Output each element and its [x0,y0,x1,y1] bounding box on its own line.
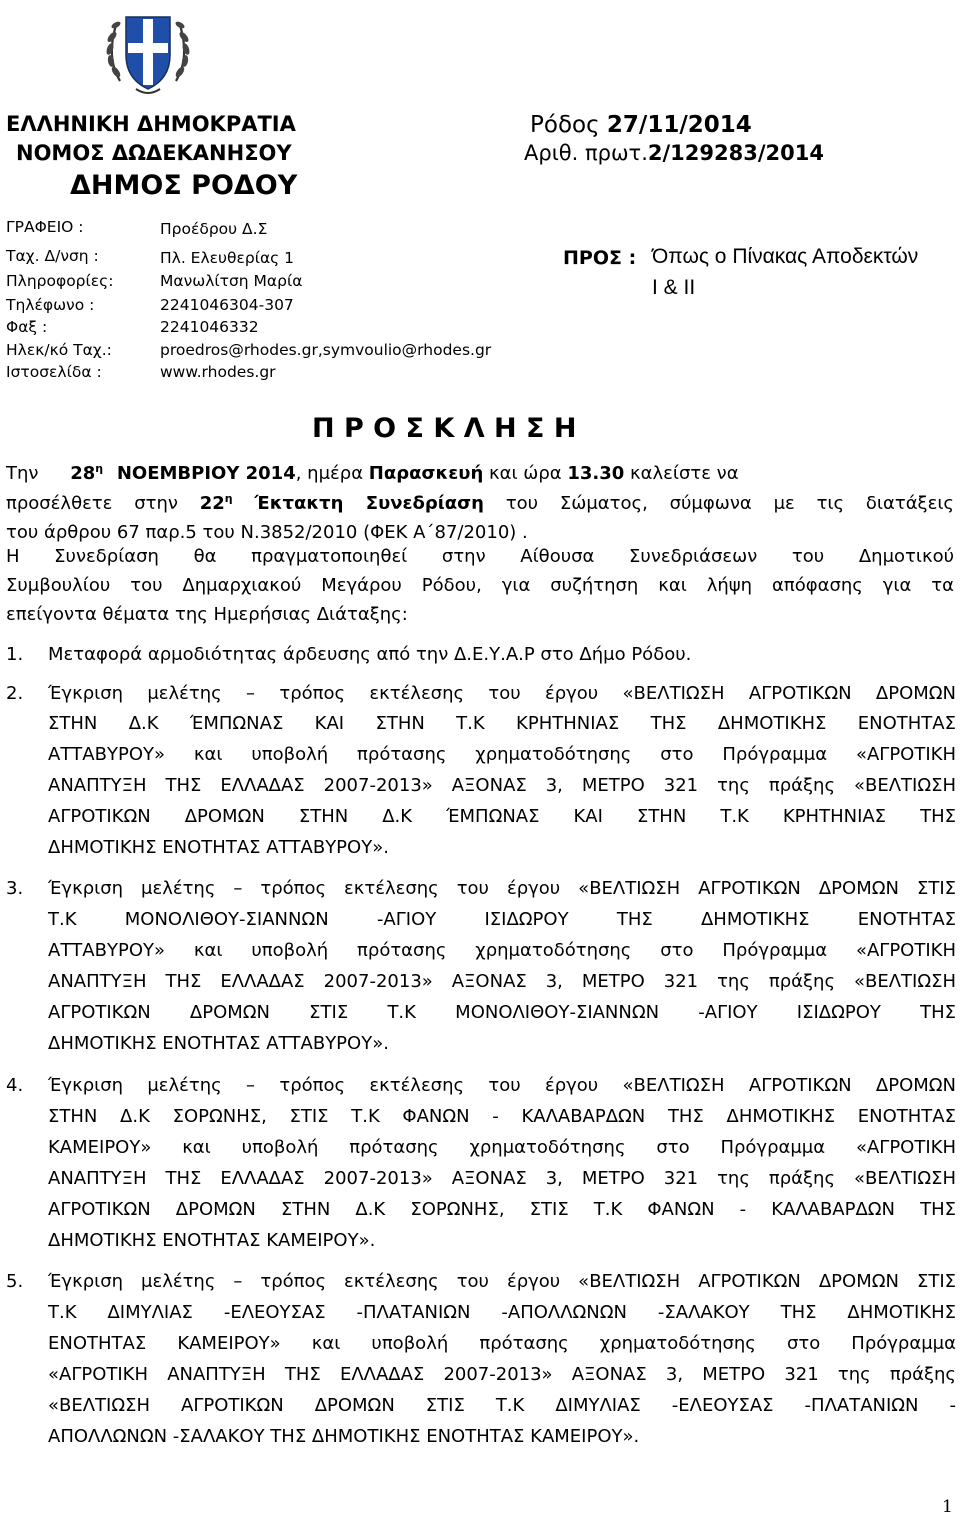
recipient-line-2: Ι & ΙΙ [652,276,696,299]
agenda-line: ΔΗΜΟΤΙΚΗΣ ΕΝΟΤΗΤΑΣ ΚΑΜΕΙΡΟΥ». [48,1230,376,1251]
contact-label-website: Ιστοσελίδα : [6,363,102,381]
agenda-line: Έγκριση μελέτης – τρόπος εκτέλεσης του έργου «ΒΕΛΤΙΩΣΗ ΑΓΡΟΤΙΚΩΝ ΔΡΟΜΩΝ ΣΤΙΣ [48,878,956,899]
agenda-line: ΣΤΗΝ Δ.Κ ΣΟΡΩΝΗΣ, ΣΤΙΣ Τ.Κ ΦΑΝΩΝ - ΚΑΛΑΒΑΡΔΩΝ ΤΗΣ ΔΗΜΟΤΙΚΗΣ ΕΝΟΤΗΤΑΣ [48,1106,956,1127]
contact-label-info: Πληροφορίες: [6,272,114,290]
intro-day-label: , ημέρα [295,463,369,484]
agenda-line: ΑΓΡΟΤΙΚΩΝ ΔΡΟΜΩΝ ΣΤΗΝ Δ.Κ ΣΟΡΩΝΗΣ, ΣΤΙΣ Τ.Κ ΦΑΝΩΝ - ΚΑΛΑΒΑΡΔΩΝ ΤΗΣ [48,1199,956,1220]
protocol-line [524,141,824,165]
agenda-line: ΑΝΑΠΤΥΞΗ ΤΗΣ ΕΛΛΑΔΑΣ 2007-2013» ΑΞΟΝΑΣ 3, ΜΕΤΡΟ 321 της πράξης «ΒΕΛΤΙΩΣΗ [48,1168,956,1189]
contact-value-email: proedros@rhodes.gr,symvoulio@rhodes.gr [160,341,492,359]
agenda-number: 4. [6,1075,24,1096]
contact-value-office: Προέδρου Δ.Σ [160,220,268,238]
agenda-line: ΑΓΡΟΤΙΚΩΝ ΔΡΟΜΩΝ ΣΤΙΣ Τ.Κ ΜΟΝΟΛΙΘΟΥ-ΣΙΑΝΝΩΝ -ΑΓΙΟΥ ΙΣΙΔΩΡΟΥ ΤΗΣ [48,1002,956,1023]
contact-label-fax: Φαξ : [6,318,48,336]
contact-value-website: www.rhodes.gr [160,363,276,381]
agenda-line: Τ.Κ ΜΟΝΟΛΙΘΟΥ-ΣΙΑΝΝΩΝ -ΑΓΙΟΥ ΙΣΙΔΩΡΟΥ ΤΗΣ ΔΗΜΟΤΙΚΗΣ ΕΝΟΤΗΤΑΣ [48,909,956,930]
protocol-number: 2/129283/2014 [647,141,824,165]
intro-p2-line-3: επείγοντα θέματα της Ημερήσιας Διάταξης: [6,604,408,625]
contact-value-address: Πλ. Ελευθερίας 1 [160,249,295,267]
agenda-number: 1. [6,644,24,665]
agenda-line: ΑΝΑΠΤΥΞΗ ΤΗΣ ΕΛΛΑΔΑΣ 2007-2013» ΑΞΟΝΑΣ 3, ΜΕΤΡΟ 321 της πράξης «ΒΕΛΤΙΩΣΗ [48,775,956,796]
intro-line-3: του άρθρου 67 παρ.5 του Ν.3852/2010 (ΦΕΚ Α΄87/2010) . [6,522,528,543]
agenda-line: Έγκριση μελέτης – τρόπος εκτέλεσης του έργου «ΒΕΛΤΙΩΣΗ ΑΓΡΟΤΙΚΩΝ ΔΡΟΜΩΝ [48,1075,956,1096]
republic-heading: ΕΛΛΗΝΙΚΗ ΔΗΜΟΚΡΑΤΙΑ [6,112,296,136]
intro-provisions: του Σώματος, σύμφωνα με τις διατάξεις [505,493,954,514]
contact-label-phone: Τηλέφωνο : [6,296,95,314]
agenda-number: 5. [6,1271,24,1292]
agenda-line: ΑΝΑΠΤΥΞΗ ΤΗΣ ΕΛΛΑΔΑΣ 2007-2013» ΑΞΟΝΑΣ 3, ΜΕΤΡΟ 321 της πράξης «ΒΕΛΤΙΩΣΗ [48,971,956,992]
prefecture-heading: ΝΟΜΟΣ ΔΩΔΕΚΑΝΗΣΟΥ [16,141,292,165]
date-value: 27/11/2014 [606,112,752,138]
contact-value-info: Μανωλίτση Μαρία [160,272,303,290]
agenda-line: Έγκριση μελέτης – τρόπος εκτέλεσης του έργου «ΒΕΛΤΙΩΣΗ ΑΓΡΟΤΙΚΩΝ ΔΡΟΜΩΝ ΣΤΙΣ [48,1271,956,1292]
session-number: $22^\eta$ [199,492,233,514]
agenda-line: ΑΤΤΑΒΥΡΟΥ» και υποβολή πρότασης χρηματοδότησης στο Πρόγραμμα «ΑΓΡΟΤΙΚΗ [48,744,956,765]
place-date [530,112,752,138]
greek-coat-of-arms [100,3,196,99]
agenda-number: 2. [6,683,24,704]
intro-line-1 [6,463,739,484]
intro-line-2 [6,493,954,514]
agenda-line: ΣΤΗΝ Δ.Κ ΈΜΠΩΝΑΣ ΚΑΙ ΣΤΗΝ Τ.Κ ΚΡΗΤΗΝΙΑΣ ΤΗΣ ΔΗΜΟΤΙΚΗΣ ΕΝΟΤΗΤΑΣ [48,713,956,734]
agenda-line: ΕΝΟΤΗΤΑΣ ΚΑΜΕΙΡΟΥ» και υποβολή πρότασης χρηματοδότησης στο Πρόγραμμα [48,1333,956,1354]
coat-of-arms-icon [100,3,196,99]
intro-invite-text: καλείστε να [624,463,739,484]
agenda-line: «ΒΕΛΤΙΩΣΗ ΑΓΡΟΤΙΚΩΝ ΔΡΟΜΩΝ ΣΤΙΣ Τ.Κ ΔΙΜΥΛΙΑΣ -ΕΛΕΟΥΣΑΣ -ΠΛΑΤΑΝΙΩΝ - [48,1395,956,1416]
meeting-day: $28^\eta$ [70,462,104,484]
contact-label-email: Ηλεκ/κό Ταχ.: [6,341,112,359]
contact-label-address: Ταχ. Δ/νση : [6,247,99,265]
session-type: Έκτακτη Συνεδρίαση [254,493,484,514]
agenda-line: «ΑΓΡΟΤΙΚΗ ΑΝΑΠΤΥΞΗ ΤΗΣ ΕΛΛΑΔΑΣ 2007-2013» ΑΞΟΝΑΣ 3, ΜΕΤΡΟ 321 της πράξης [48,1364,956,1385]
agenda-line: ΚΑΜΕΙΡΟΥ» και υποβολή πρότασης χρηματοδότησης στο Πρόγραμμα «ΑΓΡΟΤΙΚΗ [48,1137,956,1158]
contact-value-fax: 2241046332 [160,318,259,336]
intro-the: Την [6,463,39,484]
recipient-line-1: Όπως ο Πίνακας Αποδεκτών [652,245,919,268]
intro-time-label: και ώρα [483,463,568,484]
agenda-line: Τ.Κ ΔΙΜΥΛΙΑΣ -ΕΛΕΟΥΣΑΣ -ΠΛΑΤΑΝΙΩΝ -ΑΠΟΛΛΩΝΩΝ -ΣΑΛΑΚΟΥ ΤΗΣ ΔΗΜΟΤΙΚΗΣ [48,1302,956,1323]
agenda-line: ΔΗΜΟΤΙΚΗΣ ΕΝΟΤΗΤΑΣ ΑΤΤΑΒΥΡΟΥ». [48,837,389,858]
agenda-line: ΔΗΜΟΤΙΚΗΣ ΕΝΟΤΗΤΑΣ ΑΤΤΑΒΥΡΟΥ». [48,1033,389,1054]
agenda-line: ΑΓΡΟΤΙΚΩΝ ΔΡΟΜΩΝ ΣΤΗΝ Δ.Κ ΈΜΠΩΝΑΣ ΚΑΙ ΣΤΗΝ Τ.Κ ΚΡΗΤΗΝΙΑΣ ΤΗΣ [48,806,956,827]
intro-p2-line-2: Συμβουλίου του Δημαρχιακού Μεγάρου Ρόδου, για συζήτηση και λήψη απόφασης για τα [6,575,954,596]
meeting-month-year: ΝΟΕΜΒΡΙΟΥ 2014 [116,463,296,484]
agenda-line: ΑΤΤΑΒΥΡΟΥ» και υποβολή πρότασης χρηματοδότησης στο Πρόγραμμα «ΑΓΡΟΤΙΚΗ [48,940,956,961]
agenda-line: Μεταφορά αρμοδιότητας άρδευσης από την Δ.Ε.Υ.Α.Ρ στο Δήμο Ρόδου. [48,644,692,665]
recipient-label: ΠΡΟΣ : [563,247,637,269]
document-title: Π Ρ Ο Σ Κ Λ Η Σ Η [312,413,577,444]
contact-label-office: ΓΡΑΦΕΙΟ : [6,218,84,236]
place-label: Ρόδος [530,112,607,138]
contact-value-phone: 2241046304-307 [160,296,294,314]
protocol-label: Αριθ. πρωτ. [524,141,648,165]
intro-p2-line-1: Η Συνεδρίαση θα πραγματοποιηθεί στην Αίθουσα Συνεδριάσεων του Δημοτικού [6,546,954,567]
municipality-heading: ΔΗΜΟΣ ΡΟΔΟΥ [70,170,298,201]
agenda-number: 3. [6,878,24,899]
agenda-line: ΑΠΟΛΛΩΝΩΝ -ΣΑΛΑΚΟΥ ΤΗΣ ΔΗΜΟΤΙΚΗΣ ΕΝΟΤΗΤΑΣ ΚΑΜΕΙΡΟΥ». [48,1426,640,1447]
meeting-time: 13.30 [567,463,625,484]
meeting-weekday: Παρασκευή [368,463,484,484]
intro-come: προσέλθετε στην [6,493,178,514]
page-number: 1 [942,1497,953,1517]
agenda-line: Έγκριση μελέτης – τρόπος εκτέλεσης του έργου «ΒΕΛΤΙΩΣΗ ΑΓΡΟΤΙΚΩΝ ΔΡΟΜΩΝ [48,683,956,704]
